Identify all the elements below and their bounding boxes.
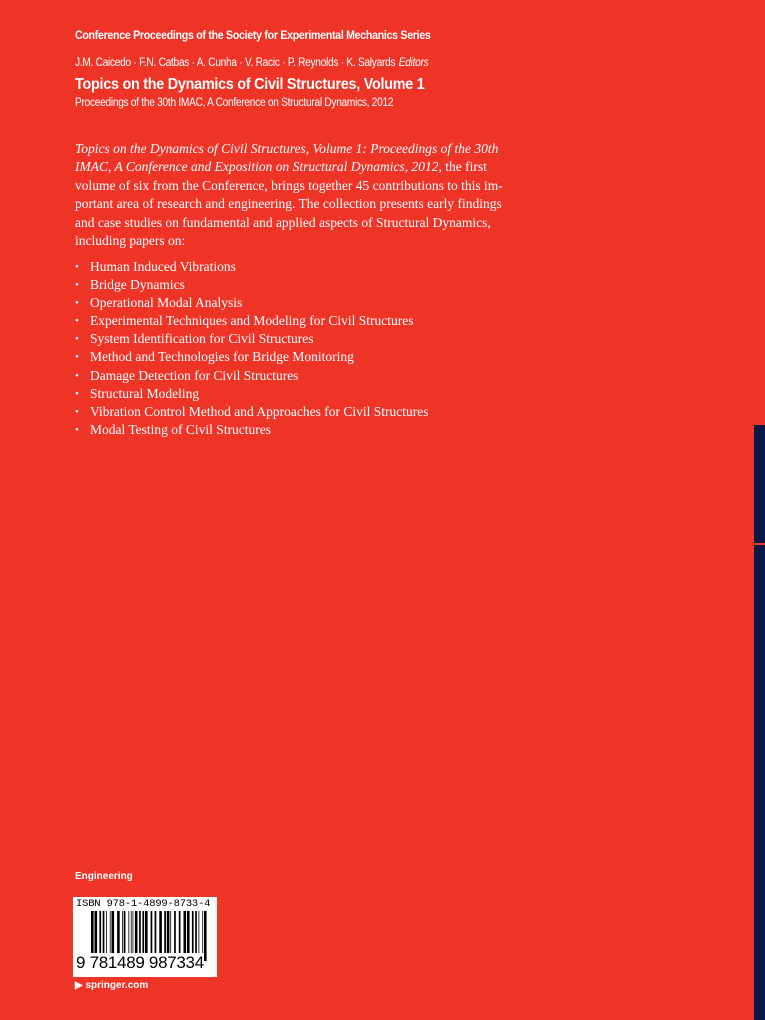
desc-line: IMAC, A Conference and Exposition on Structural Dynamics, 2012, bbox=[75, 159, 442, 175]
topic-item: • Method and Technologies for Bridge Monitoring bbox=[75, 348, 429, 366]
play-arrow-icon: ▶ bbox=[75, 980, 86, 991]
topic-item: • Human Induced Vibrations bbox=[75, 258, 429, 276]
book-title: Topics on the Dynamics of Civil Structures, Volume 1 bbox=[75, 76, 425, 93]
topic-item: • Bridge Dynamics bbox=[75, 276, 429, 294]
book-subtitle: Proceedings of the 30th IMAC, A Conference on Structural Dynamics, 2012 bbox=[75, 97, 394, 109]
series-name: Conference Proceedings of the Society for Experimental Mechanics Series bbox=[75, 30, 431, 42]
desc-line: volume of six from the Conference, brings together 45 contributions to this im- bbox=[75, 177, 503, 193]
desc-line: Topics on the Dynamics of Civil Structures, Volume 1: Proceedings of the 30th bbox=[75, 141, 499, 156]
desc-line: portant area of research and engineering. The collection presents early findings bbox=[75, 196, 502, 212]
desc-line: the first bbox=[441, 159, 487, 175]
description bbox=[75, 140, 503, 250]
desc-line: and case studies on fundamental and applied aspects of Structural Dynamics, bbox=[75, 214, 491, 230]
spine-strip bbox=[754, 425, 765, 1020]
isbn-text: ISBN 978-1-4899-8733-4 bbox=[76, 898, 211, 910]
editor-names: J.M. Caicedo · F.N. Catbas · A. Cunha · V. Racic · P. Reynolds · K. Salyards bbox=[75, 57, 396, 69]
topic-item: • Experimental Techniques and Modeling for Civil Structures bbox=[75, 312, 429, 330]
topic-item: • Modal Testing of Civil Structures bbox=[75, 421, 429, 439]
barcode-bar bbox=[204, 911, 207, 961]
topics-list bbox=[75, 258, 429, 439]
topic-item: • Operational Modal Analysis bbox=[75, 294, 429, 312]
desc-line: including papers on: bbox=[75, 233, 186, 249]
topic-item: • Structural Modeling bbox=[75, 385, 429, 403]
ean-text: 9 781489 987334 bbox=[76, 953, 204, 972]
website-link[interactable] bbox=[75, 980, 148, 991]
spine-divider bbox=[754, 543, 765, 545]
website-text: springer.com bbox=[85, 980, 149, 991]
topic-item: • Vibration Control Method and Approaches for Civil Structures bbox=[75, 403, 429, 421]
topic-item: • System Identification for Civil Structures bbox=[75, 330, 429, 348]
subject-category: Engineering bbox=[75, 871, 133, 882]
ean-number bbox=[76, 953, 204, 973]
editors-label: Editors bbox=[398, 57, 429, 69]
barcode bbox=[73, 897, 217, 977]
editors bbox=[75, 57, 428, 69]
topic-item: • Damage Detection for Civil Structures bbox=[75, 367, 429, 385]
